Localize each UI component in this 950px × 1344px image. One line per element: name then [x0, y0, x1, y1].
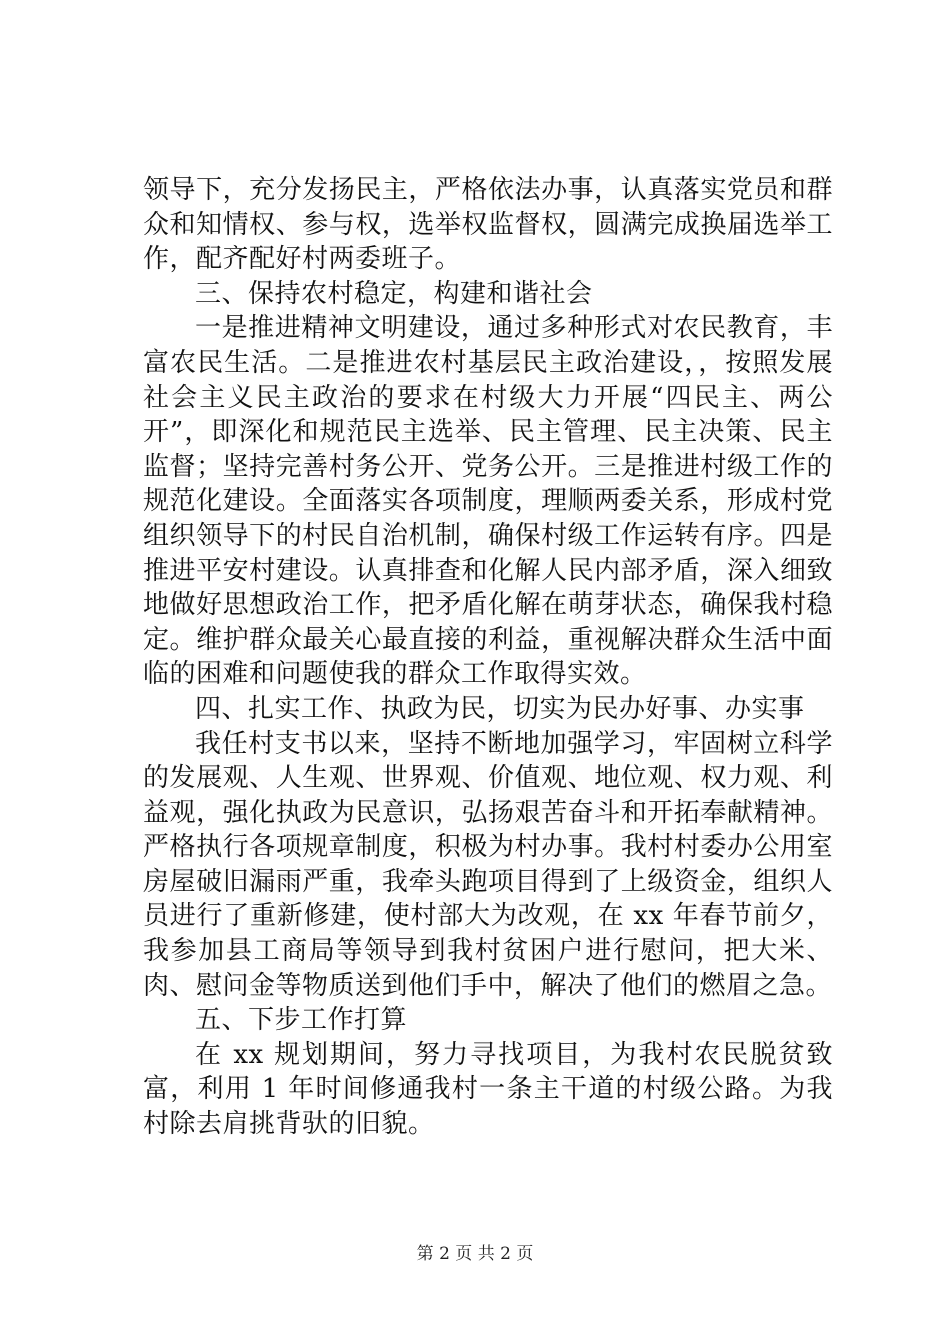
paragraph-plan: 在 xx 规划期间，努力寻找项目，为我村农民脱贫致富，利用 1 年时间修通我村一条主干道的村级公路。为我村除去肩挑背驮的旧貌。 — [143, 1039, 833, 1140]
section-heading-4: 四、扎实工作、执政为民，切实为民办好事、办实事 — [195, 693, 805, 724]
paragraph-work: 我任村支书以来，坚持不断地加强学习，牢固树立科学的发展观、人生观、世界观、价值观、地位观、权力观、利益观，强化执政为民意识，弘扬艰苦奋斗和开拓奉献精神。严格执行各项规章制度，积极为村办事。我村村委办公用室房屋破旧漏雨严重，我牵头跑项目得到了上级资金，组织人员进行了重新修建，使村部大为改观，在 xx 年春节前夕，我参加县工商局等领导到我村贫困户进行慰问，把大米、肉、慰问金等物质送到他们手中，解决了他们的燃眉之急。 — [143, 728, 833, 1001]
paragraph-continuation: 领导下，充分发扬民主，严格依法办事，认真落实党员和群众和知情权、参与权，选举权监督权，圆满完成换届选举工作，配齐配好村两委班子。 — [143, 175, 833, 275]
section-heading-5: 五、下步工作打算 — [195, 1005, 408, 1036]
document-body — [143, 173, 833, 1142]
page-footer: 第 2 页 共 2 页 — [416, 1244, 534, 1264]
section-heading-3: 三、保持农村稳定，构建和谐社会 — [195, 278, 593, 309]
paragraph-stability: 一是推进精神文明建设，通过多种形式对农民教育，丰富农民生活。二是推进农村基层民主政治建设，，按照发展社会主义民主政治的要求在村级大力开展“四民主、两公开”，即深化和规范民主选举、民主管理、民主决策、民主监督；坚持完善村务公开、党务公开。三是推进村级工作的规范化建设。全面落实各项制度，理顺两委关系，形成村党组织领导下的村民自治机制，确保村级工作运转有序。四是推进平安村建设。认真排查和化解人民内部矛盾，深入细致地做好思想政治工作，把矛盾化解在萌芽状态，确保我村稳定。维护群众最关心最直接的利益，重视解决群众生活中面临的困难和问题使我的群众工作取得实效。 — [143, 313, 833, 690]
